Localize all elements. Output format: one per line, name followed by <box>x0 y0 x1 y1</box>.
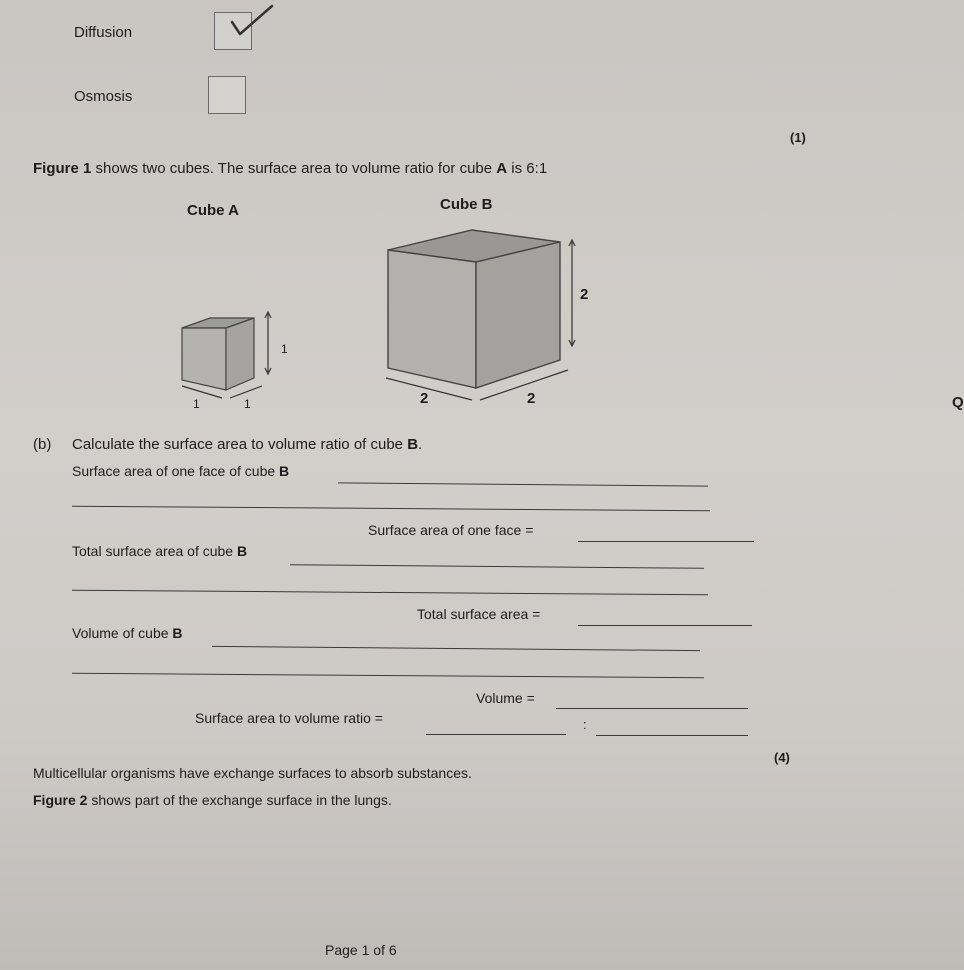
cube-b-width-label: 2 <box>420 390 429 407</box>
total-area-answer-label: Total surface area = <box>417 606 541 622</box>
mark-4: (4) <box>774 750 790 765</box>
total-area-working-line-1[interactable] <box>290 564 704 569</box>
part-b-question: Calculate the surface area to volume ratio of cube B. <box>72 436 423 453</box>
mark-1: (1) <box>790 130 806 145</box>
row-volume-label: Volume of cube B <box>72 625 183 641</box>
figure2-caption: Figure 2 shows part of the exchange surface in the lungs. <box>33 792 392 808</box>
cube-b-title: Cube B <box>440 196 493 213</box>
total-area-answer-line[interactable] <box>578 625 752 626</box>
side-question-label: Q <box>952 394 964 411</box>
ratio-label: Surface area to volume ratio = <box>195 710 383 726</box>
option-osmosis-label: Osmosis <box>74 88 133 105</box>
cube-a-title: Cube A <box>187 202 239 219</box>
cube-b-figure <box>380 220 600 410</box>
check-mark-icon <box>214 0 284 50</box>
row-total-area-label: Total surface area of cube B <box>72 543 248 559</box>
volume-answer-line[interactable] <box>556 708 748 709</box>
option-diffusion-label: Diffusion <box>74 24 133 41</box>
total-area-working-line-2[interactable] <box>72 590 708 595</box>
cube-a-height-label: 1 <box>281 342 288 356</box>
ratio-colon: : <box>583 717 587 732</box>
multicellular-text: Multicellular organisms have exchange surfaces to absorb substances. <box>33 765 472 781</box>
cube-a-figure <box>170 300 300 420</box>
cube-a-depth-label: 1 <box>244 397 251 411</box>
cube-b-height-label: 2 <box>580 286 589 303</box>
face-area-answer-label: Surface area of one face = <box>368 522 534 538</box>
volume-answer-label: Volume = <box>476 690 535 706</box>
ratio-answer-line-left[interactable] <box>426 734 566 735</box>
part-b-label: (b) <box>33 436 52 453</box>
face-area-answer-line[interactable] <box>578 541 754 542</box>
figure1-caption: Figure 1 shows two cubes. The surface area to volume ratio for cube A is 6:1 <box>33 160 548 177</box>
volume-working-line-2[interactable] <box>72 673 704 678</box>
page-number: Page 1 of 6 <box>325 942 397 958</box>
option-osmosis-checkbox[interactable] <box>208 76 246 114</box>
cube-b-depth-label: 2 <box>527 390 536 407</box>
ratio-answer-line-right[interactable] <box>596 735 748 736</box>
cube-a-width-label: 1 <box>193 397 200 411</box>
face-area-working-line-2[interactable] <box>72 506 710 511</box>
volume-working-line-1[interactable] <box>212 646 700 651</box>
face-area-working-line-1[interactable] <box>338 482 708 486</box>
row-face-area-label: Surface area of one face of cube B <box>72 463 290 479</box>
